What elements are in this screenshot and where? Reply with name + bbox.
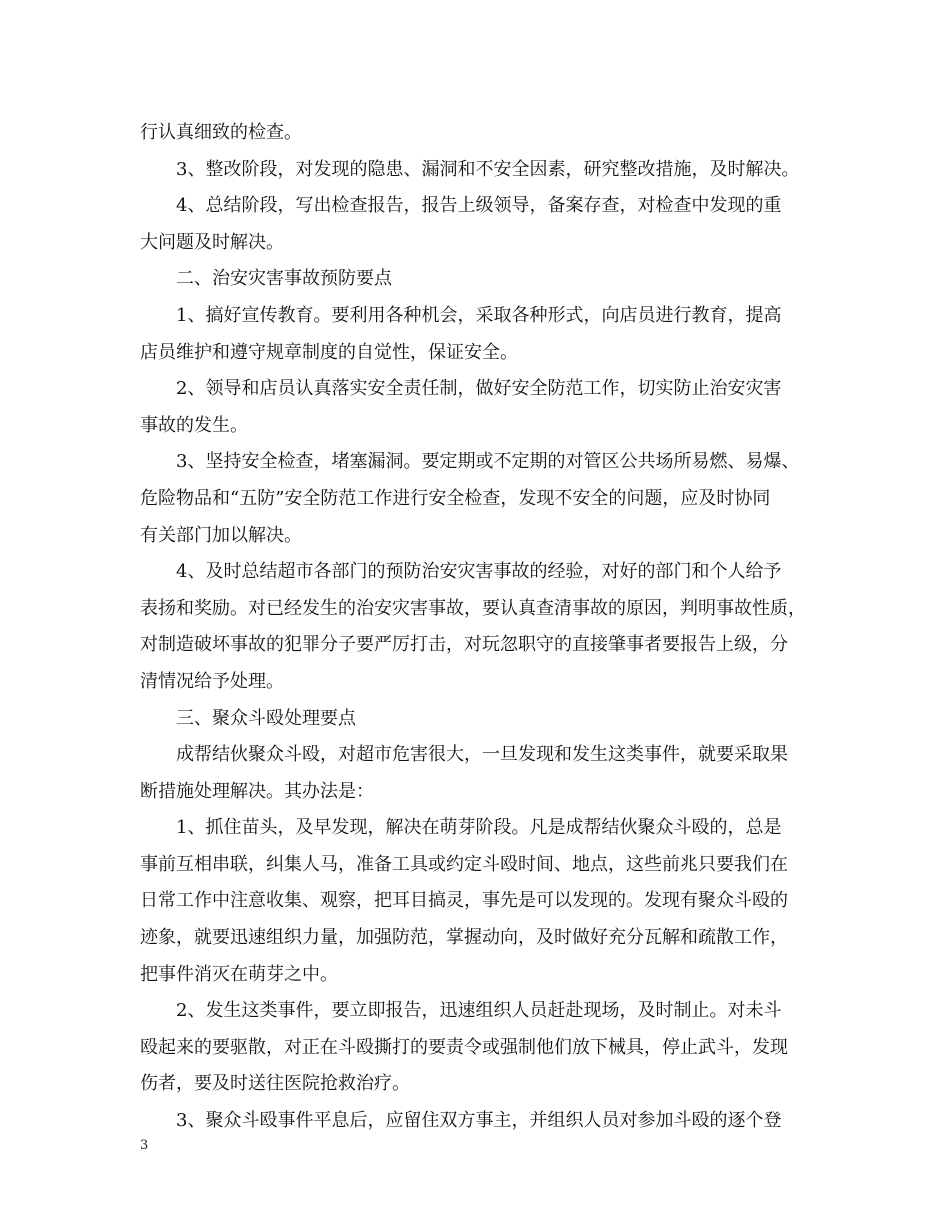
text-line: 表扬和奖励。对已经发生的治安灾害事故，要认真查清事故的原因，判明事故性质， (140, 597, 806, 619)
text-line: 日常工作中注意收集、观察，把耳目搞灵，事先是可以发现的。发现有聚众斗殴的 (140, 890, 788, 912)
text-line: 4、及时总结超市各部门的预防治安灾害事故的经验，对好的部门和个人给予 (176, 561, 782, 583)
document-body (140, 115, 812, 1140)
text-line: 1、抓住苗头，及早发现，解决在萌芽阶段。凡是成帮结伙聚众斗殴的，总是 (176, 817, 782, 839)
text-line: 1、搞好宣传教育。要利用各种机会，采取各种形式，向店员进行教育，提高 (176, 304, 782, 326)
page-number: 3 (140, 1138, 149, 1153)
text-line: 殴起来的要驱散，对正在斗殴撕打的要责令或强制他们放下械具，停止武斗，发现 (140, 1036, 788, 1058)
text-line: 3、坚持安全检查，堵塞漏洞。要定期或不定期的对管区公共场所易燃、易爆、 (176, 451, 800, 473)
text-line: 3、聚众斗殴事件平息后，应留住双方事主，并组织人员对参加斗殴的逐个登 (176, 1110, 782, 1132)
text-line: 4、总结阶段，写出检查报告，报告上级领导，备案存查，对检查中发现的重 (176, 195, 782, 217)
text-line: 三、聚众斗殴处理要点 (176, 707, 356, 729)
text-line: 把事件消灭在萌芽之中。 (140, 963, 338, 985)
text-line: 行认真细致的检查。 (140, 122, 302, 143)
text-line: 对制造破坏事故的犯罪分子要严厉打击，对玩忽职守的直接肇事者要报告上级，分 (140, 634, 788, 656)
text-line: 2、发生这类事件，要立即报告，迅速组织人员赶赴现场，及时制止。对未斗 (176, 1000, 782, 1022)
text-line: 有关部门加以解决。 (140, 524, 302, 546)
text-line: 清情况给予处理。 (140, 670, 284, 692)
text-line: 事故的发生。 (140, 414, 248, 436)
text-line: 大问题及时解决。 (140, 231, 284, 253)
text-line: 3、整改阶段，对发现的隐患、漏洞和不安全因素，研究整改措施，及时解决。 (176, 158, 800, 180)
text-line: 二、治安灾害事故预防要点 (176, 268, 392, 290)
text-line: 事前互相串联，纠集人马，准备工具或约定斗殴时间、地点，这些前兆只要我们在 (140, 853, 788, 875)
text-line: 危险物品和“五防”安全防范工作进行安全检查，发现不安全的问题，应及时协同 (140, 487, 771, 509)
text-line: 伤者，要及时送往医院抢救治疗。 (140, 1073, 410, 1095)
text-line: 店员维护和遵守规章制度的自觉性，保证安全。 (140, 341, 518, 363)
text-line: 成帮结伙聚众斗殴，对超市危害很大，一旦发现和发生这类事件，就要采取果 (176, 744, 788, 766)
text-line: 2、领导和店员认真落实安全责任制，做好安全防范工作，切实防止治安灾害 (176, 378, 782, 400)
text-line: 断措施处理解决。其办法是： (140, 780, 374, 802)
text-line: 迹象，就要迅速组织力量，加强防范，掌握动向，及时做好充分瓦解和疏散工作， (140, 927, 788, 949)
